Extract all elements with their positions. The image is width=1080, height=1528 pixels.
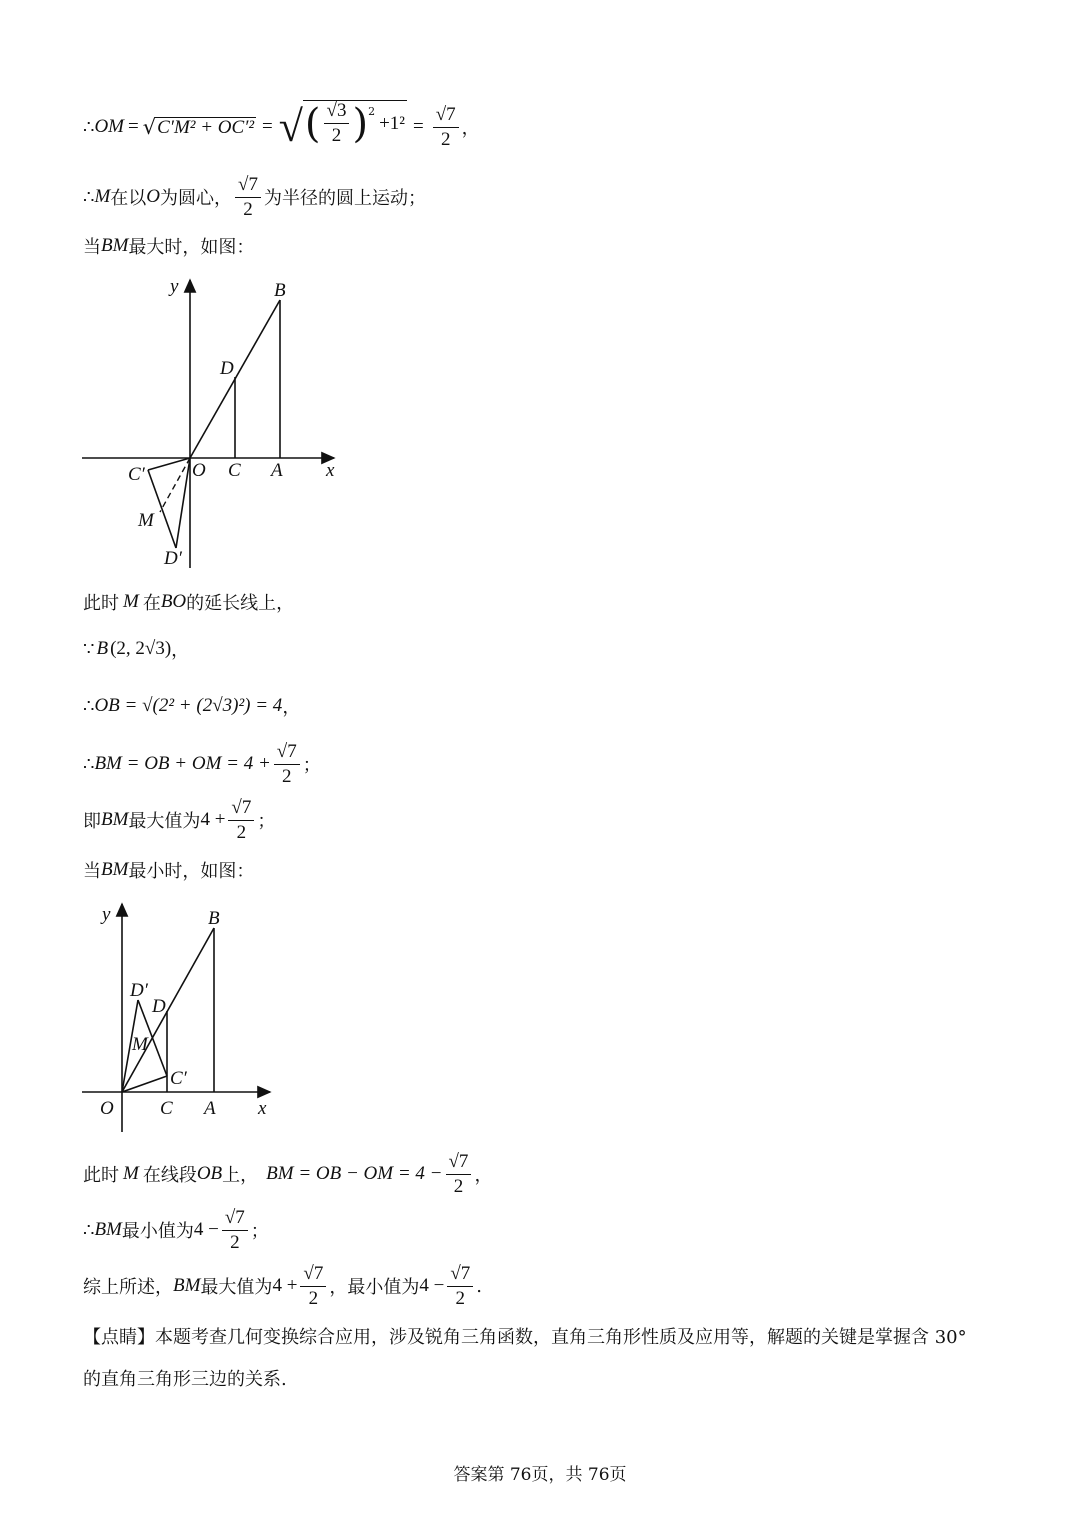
- max-case-heading: 当 BM 最大时，如图：: [83, 235, 255, 258]
- summary-line: 综上所述， BM 最大值为 4 + $\frac{√7}{2}$ ，最小值为 4 − $\frac{√7}{2}$ .: [83, 1262, 482, 1309]
- label-a: A: [271, 460, 283, 481]
- sqrt-expression: √ C′M² + OC′²: [142, 114, 255, 139]
- key-point-text-cont: 的直角三角形三边的关系.: [83, 1369, 287, 1390]
- segment-cp-dp: [148, 470, 176, 548]
- label-b: B: [274, 280, 286, 301]
- label-d: D: [152, 996, 166, 1017]
- key-point-text: 【点睛】本题考查几何变换综合应用，涉及锐角三角函数，直角三角形性质及应用等，解题的关键是掌握含 30°: [83, 1327, 967, 1348]
- point-b-coordinates: ∵ B (2, 2√3) ，: [83, 638, 190, 661]
- label-b: B: [208, 908, 220, 929]
- label-d: D: [220, 358, 234, 379]
- equals-sign-2: =: [262, 116, 273, 137]
- label-y: y: [170, 276, 179, 297]
- label-c-prime: C′: [128, 464, 145, 485]
- bm-min-value: ∴ BM 最小值为 4 − $\frac{√7}{2}$ ；: [83, 1206, 269, 1253]
- label-d-prime: D′: [130, 980, 148, 1001]
- ob-length: ∴ OB = √(2² + (2√3)²) = 4 ，: [83, 695, 301, 718]
- radius-fraction: $\frac{√7}{2}$: [235, 175, 261, 220]
- label-d-prime: D′: [164, 548, 182, 569]
- label-c-prime: C′: [170, 1068, 187, 1089]
- bm-max-value: 即 BM 最大值为 4 + $\frac{√7}{2}$ ；: [83, 796, 276, 843]
- label-c: C: [228, 460, 241, 481]
- bm-max-equation: ∴ BM = OB + OM = 4 + $\frac{√7}{2}$ ；: [83, 740, 321, 787]
- label-o: O: [100, 1098, 114, 1119]
- label-m: M: [138, 510, 154, 531]
- exponent: 2: [368, 105, 376, 118]
- label-x: x: [258, 1098, 267, 1119]
- label-o: O: [192, 460, 206, 481]
- figure-max-case: [78, 272, 348, 572]
- equals-sign: =: [128, 116, 139, 137]
- label-m: M: [132, 1034, 148, 1055]
- therefore-symbol: ∴: [83, 116, 95, 138]
- segment-statement: 此时 M 在线段 OB 上， BM = OB − OM = 4 − $\frac{√7}{2}$ ，: [83, 1150, 493, 1197]
- radicand: C′M² + OC′²: [157, 116, 255, 138]
- figure-min-case: [78, 896, 278, 1136]
- om-symbol: OM: [94, 116, 125, 137]
- min-case-heading: 当 BM 最小时，如图：: [83, 859, 255, 882]
- label-c: C: [160, 1098, 173, 1119]
- page-footer: 答案第 76页，共 76页: [453, 1465, 627, 1485]
- extension-statement: 此时 M 在 BO 的延长线上，: [83, 591, 295, 614]
- equals-sign-3: =: [413, 116, 424, 137]
- label-x: x: [326, 460, 335, 481]
- label-y: y: [102, 904, 111, 925]
- result-fraction: $\frac{√7}{2}$: [433, 105, 459, 150]
- circle-statement: ∴ M 在以 O 为圆心， $\frac{√7}{2}$ 为半径的圆上运动；: [83, 173, 426, 220]
- plus-one-squared: +1²: [379, 112, 405, 134]
- equation-om: ∴ OM = √ C′M² + OC′² = √ ( $\frac{√3}{2}$ ) $^2$ +1² = $\frac{√7}{2}$ ，: [83, 100, 480, 151]
- label-a: A: [204, 1098, 216, 1119]
- inner-fraction: $\frac{√3}{2}$: [324, 101, 350, 146]
